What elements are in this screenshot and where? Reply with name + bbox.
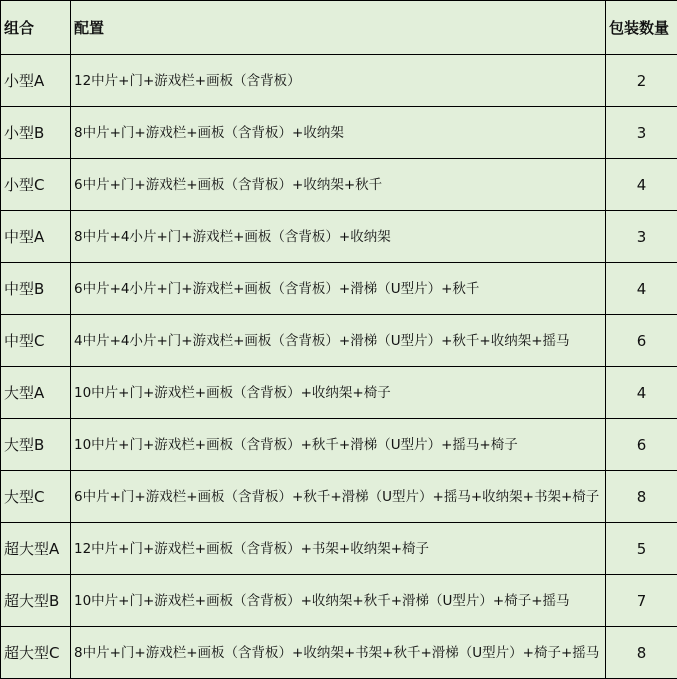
- group-cell: 超大型A: [1, 523, 71, 575]
- config-cell: 12中片+门+游戏栏+画板（含背板）: [71, 55, 606, 107]
- header-count: 包装数量: [606, 1, 677, 55]
- group-cell: 小型C: [1, 159, 71, 211]
- table-row: [1, 367, 677, 419]
- count-cell: 7: [606, 575, 677, 627]
- config-cell: 4中片+4小片+门+游戏栏+画板（含背板）+滑梯（U型片）+秋千+收纳架+摇马: [71, 315, 606, 367]
- table-row: [1, 263, 677, 315]
- group-cell: 小型A: [1, 55, 71, 107]
- group-cell: 超大型C: [1, 627, 71, 679]
- group-cell: 中型C: [1, 315, 71, 367]
- group-cell: 中型B: [1, 263, 71, 315]
- config-cell: 12中片+门+游戏栏+画板（含背板）+书架+收纳架+椅子: [71, 523, 606, 575]
- table-row: [1, 55, 677, 107]
- count-cell: 4: [606, 367, 677, 419]
- config-cell: 6中片+4小片+门+游戏栏+画板（含背板）+滑梯（U型片）+秋千: [71, 263, 606, 315]
- config-cell: 10中片+门+游戏栏+画板（含背板）+秋千+滑梯（U型片）+摇马+椅子: [71, 419, 606, 471]
- config-cell: 10中片+门+游戏栏+画板（含背板）+收纳架+秋千+滑梯（U型片）+椅子+摇马: [71, 575, 606, 627]
- group-cell: 中型A: [1, 211, 71, 263]
- table-row: [1, 211, 677, 263]
- config-cell: 8中片+门+游戏栏+画板（含背板）+收纳架+书架+秋千+滑梯（U型片）+椅子+摇马: [71, 627, 606, 679]
- group-cell: 大型C: [1, 471, 71, 523]
- table-row: [1, 107, 677, 159]
- config-cell: 8中片+4小片+门+游戏栏+画板（含背板）+收纳架: [71, 211, 606, 263]
- count-cell: 8: [606, 627, 677, 679]
- config-cell: 6中片+门+游戏栏+画板（含背板）+秋千+滑梯（U型片）+摇马+收纳架+书架+椅子: [71, 471, 606, 523]
- header-config: 配置: [71, 1, 606, 55]
- table-row: [1, 575, 677, 627]
- table-row: [1, 419, 677, 471]
- count-cell: 6: [606, 315, 677, 367]
- table-row: [1, 627, 677, 679]
- table-row: [1, 523, 677, 575]
- group-cell: 大型A: [1, 367, 71, 419]
- group-cell: 大型B: [1, 419, 71, 471]
- table-row: [1, 471, 677, 523]
- count-cell: 8: [606, 471, 677, 523]
- count-cell: 4: [606, 159, 677, 211]
- count-cell: 5: [606, 523, 677, 575]
- count-cell: 4: [606, 263, 677, 315]
- table-row: [1, 159, 677, 211]
- count-cell: 3: [606, 107, 677, 159]
- config-cell: 10中片+门+游戏栏+画板（含背板）+收纳架+椅子: [71, 367, 606, 419]
- config-cell: 8中片+门+游戏栏+画板（含背板）+收纳架: [71, 107, 606, 159]
- count-cell: 6: [606, 419, 677, 471]
- table-row: [1, 315, 677, 367]
- count-cell: 2: [606, 55, 677, 107]
- header-group: 组合: [1, 1, 71, 55]
- group-cell: 超大型B: [1, 575, 71, 627]
- count-cell: 3: [606, 211, 677, 263]
- group-cell: 小型B: [1, 107, 71, 159]
- header-row: [1, 1, 677, 55]
- config-cell: 6中片+门+游戏栏+画板（含背板）+收纳架+秋千: [71, 159, 606, 211]
